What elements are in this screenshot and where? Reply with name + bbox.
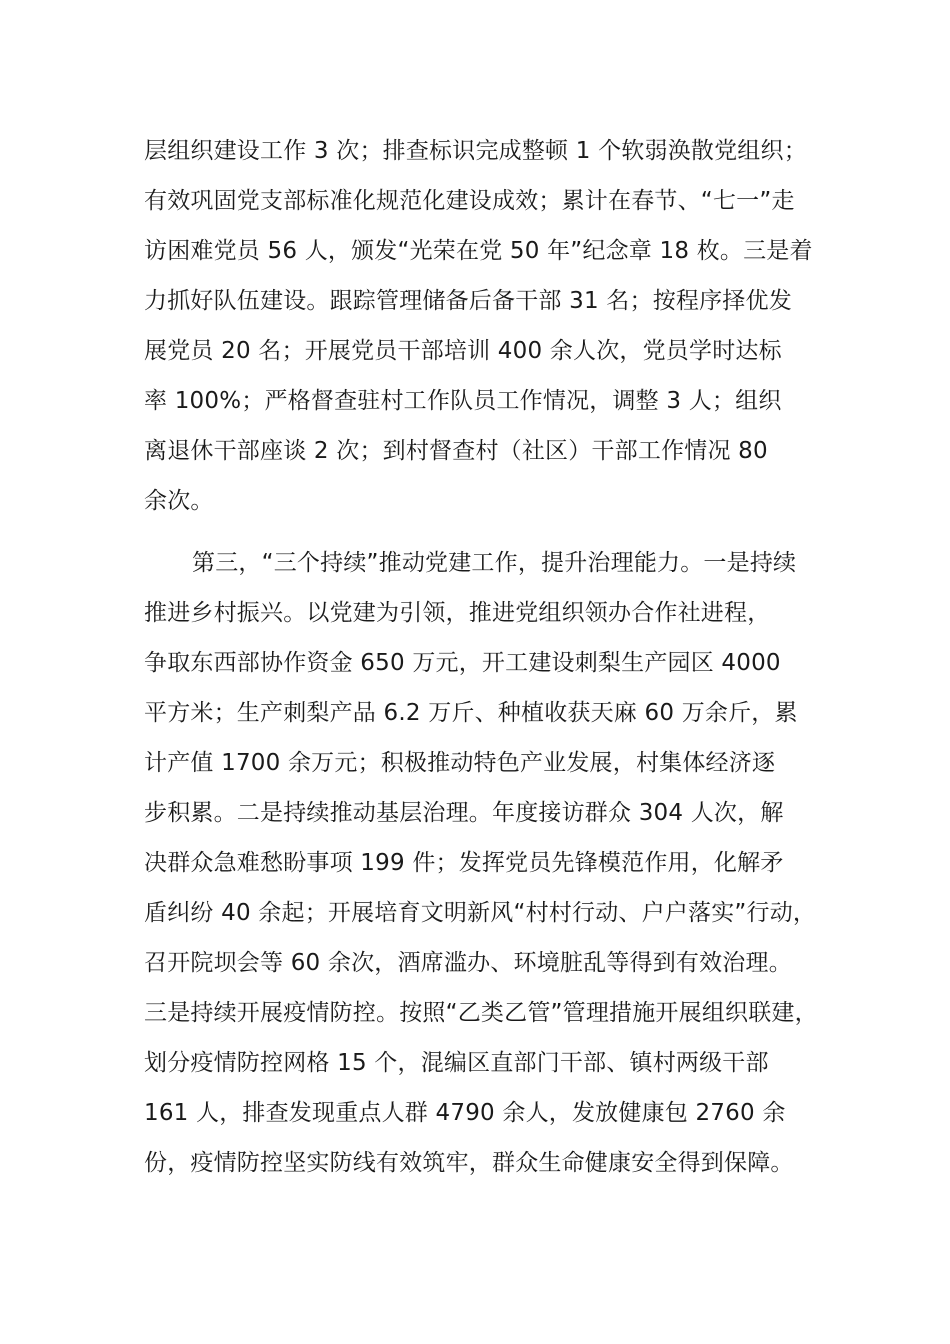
text-line: 召开院坝会等 60 余次，酒席滥办、环境脏乱等得到有效治理。 (144, 950, 792, 976)
text-line: 推进乡村振兴。以党建为引领，推进党组织领办合作社进程， (144, 600, 771, 626)
text-line: 份，疫情防控坚实防线有效筑牢，群众生命健康安全得到保障。 (144, 1150, 794, 1176)
text-line: 率 100%；严格督查驻村工作队员工作情况，调整 3 人；组织 (144, 388, 782, 414)
text-line: 161 人，排查发现重点人群 4790 余人，发放健康包 2760 余 (144, 1100, 786, 1126)
text-line: 访困难党员 56 人，颁发“光荣在党 50 年”纪念章 18 枚。三是着 (144, 238, 813, 264)
text-line: 展党员 20 名；开展党员干部培训 400 余人次，党员学时达标 (144, 338, 782, 364)
text-line-indented: 第三，“三个持续”推动党建工作，提升治理能力。一是持续 (192, 550, 797, 576)
text-line: 力抓好队伍建设。跟踪管理储备后备干部 31 名；按程序择优发 (144, 288, 792, 314)
text-line: 层组织建设工作 3 次；排查标识完成整顿 1 个软弱涣散党组织； (144, 138, 807, 164)
text-line: 平方米；生产刺梨产品 6.2 万斤、种植收获天麻 60 万余斤，累 (144, 700, 798, 726)
text-line: 有效巩固党支部标准化规范化建设成效；累计在春节、“七一”走 (144, 188, 795, 214)
text-line: 三是持续开展疫情防控。按照“乙类乙管”管理措施开展组织联建， (144, 1000, 818, 1026)
text-line: 划分疫情防控网格 15 个，混编区直部门干部、镇村两级干部 (144, 1050, 769, 1076)
text-line: 计产值 1700 余万元；积极推动特色产业发展，村集体经济逐 (144, 750, 776, 776)
text-line: 盾纠纷 40 余起；开展培育文明新风“村村行动、户户落实”行动， (144, 900, 817, 926)
text-line: 争取东西部协作资金 650 万元，开工建设刺梨生产园区 4000 (144, 650, 781, 676)
text-line: 决群众急难愁盼事项 199 件；发挥党员先锋模范作用，化解矛 (144, 850, 784, 876)
text-line: 余次。 (144, 488, 214, 514)
text-line: 离退休干部座谈 2 次；到村督查村（社区）干部工作情况 80 (144, 438, 768, 464)
text-line: 步积累。二是持续推动基层治理。年度接访群众 304 人次，解 (144, 800, 784, 826)
